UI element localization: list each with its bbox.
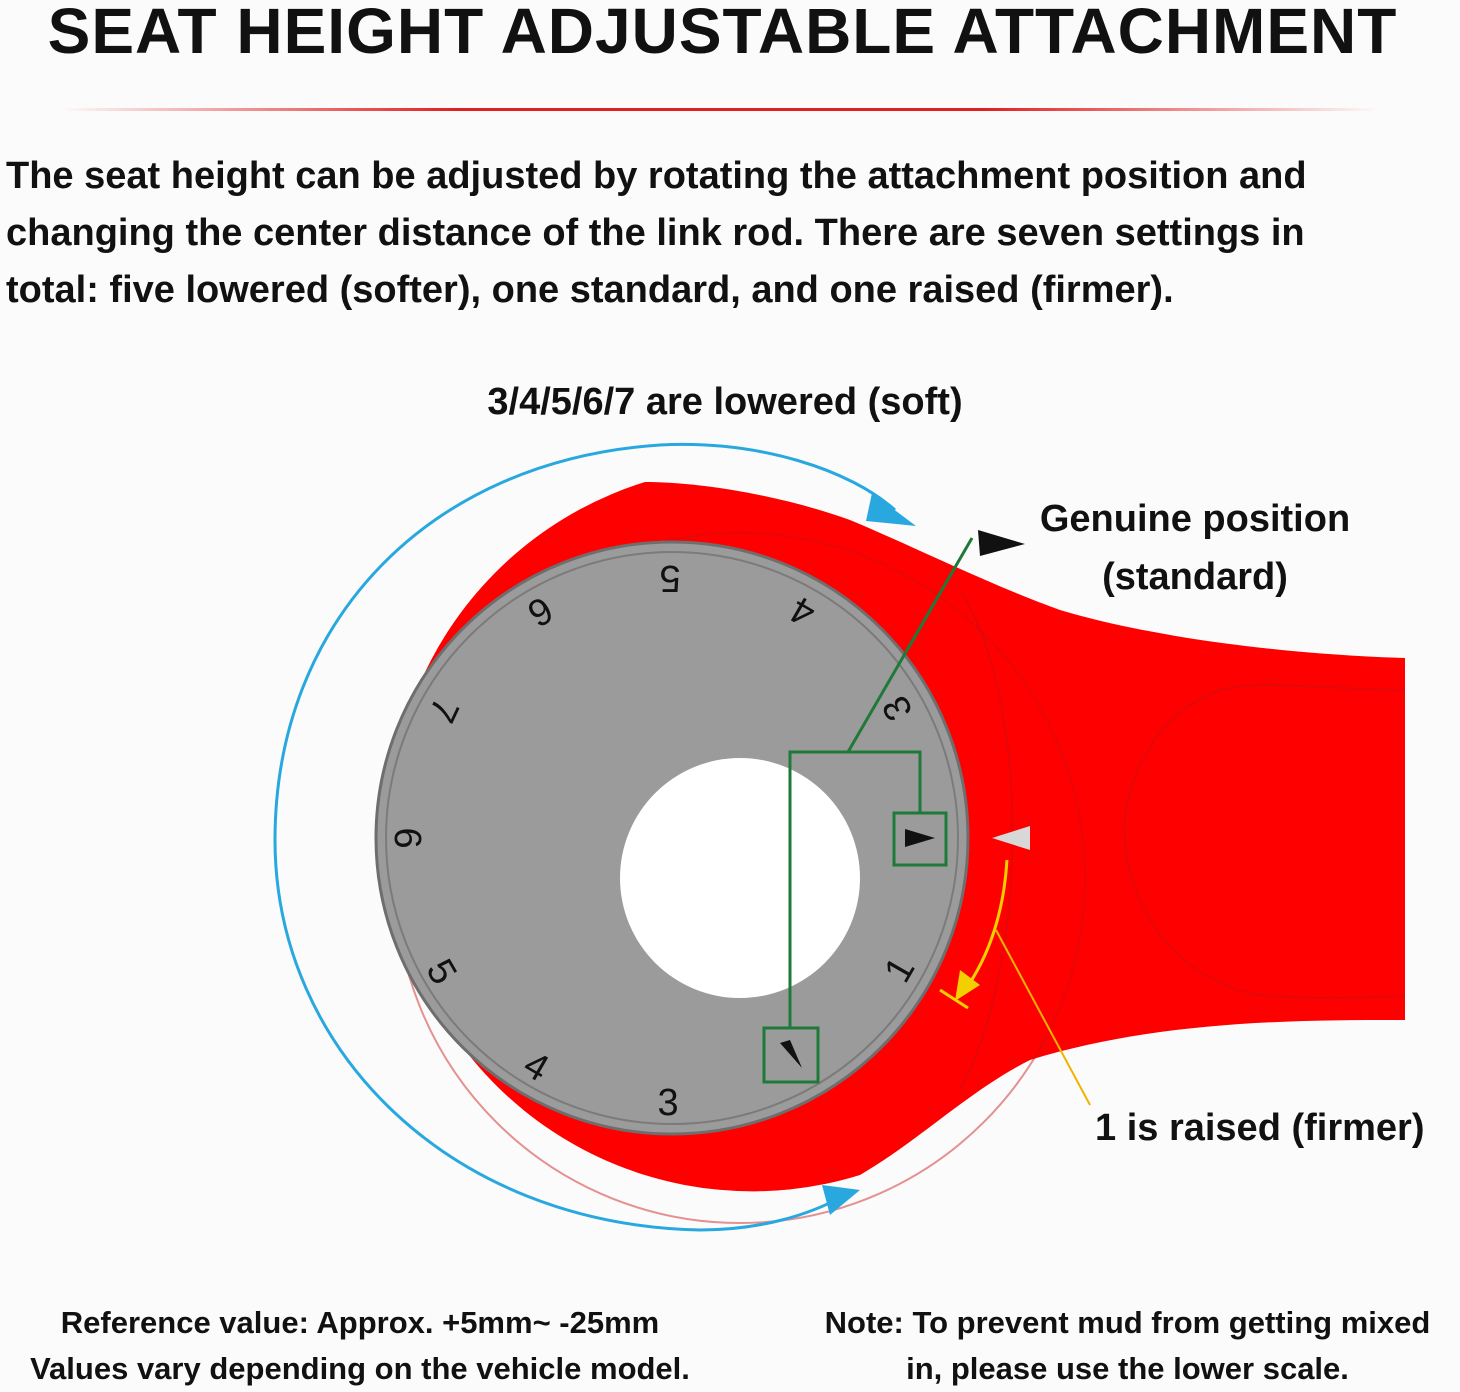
reference-line-1: Reference value: Approx. +5mm~ -25mm <box>60 1305 660 1340</box>
genuine-position-label-line-2: (standard) <box>1102 556 1288 598</box>
dial-number-3-inner: 3 <box>874 688 922 728</box>
mud-note <box>795 1300 1460 1392</box>
dial-number-5-lower: 5 <box>417 952 465 992</box>
dial-number-4-upper: 4 <box>783 587 823 635</box>
dial-number-6-upper: 6 <box>520 587 560 635</box>
dial-number-3-bottom: 3 <box>657 1082 679 1124</box>
page-title: SEAT HEIGHT ADJUSTABLE ATTACHMENT <box>47 0 1398 67</box>
raised-label: 1 is raised (firmer) <box>1095 1107 1425 1149</box>
intro-line-1: The seat height can be adjusted by rotating the attachment position and <box>6 155 1307 197</box>
intro-line-2: changing the center distance of the link rod. There are seven settings in <box>6 212 1305 254</box>
center-bore <box>620 758 860 998</box>
rotation-arrowhead-top <box>866 493 916 526</box>
rotation-arrowhead-bottom <box>822 1185 860 1215</box>
dial-number-6-left: 6 <box>386 827 428 849</box>
lowered-label: 3/4/5/6/7 are lowered (soft) <box>487 381 963 423</box>
dial-number-4-lower: 4 <box>516 1043 556 1091</box>
note-line-1: Note: To prevent mud from getting mixed <box>824 1305 1431 1340</box>
genuine-position-label <box>1010 497 1380 599</box>
intro-line-3: total: five lowered (softer), one standard, and one raised (firmer). <box>6 269 1174 311</box>
dial-number-5-top: 5 <box>659 557 681 599</box>
genuine-position-label-line-1: Genuine position <box>1039 498 1351 540</box>
note-line-2: in, please use the lower scale. <box>906 1351 1349 1386</box>
reference-value-note <box>0 1300 720 1392</box>
reference-line-2: Values vary depending on the vehicle model. <box>30 1351 690 1386</box>
dial-number-7: 7 <box>419 691 467 729</box>
dial-number-1: 1 <box>876 950 924 990</box>
